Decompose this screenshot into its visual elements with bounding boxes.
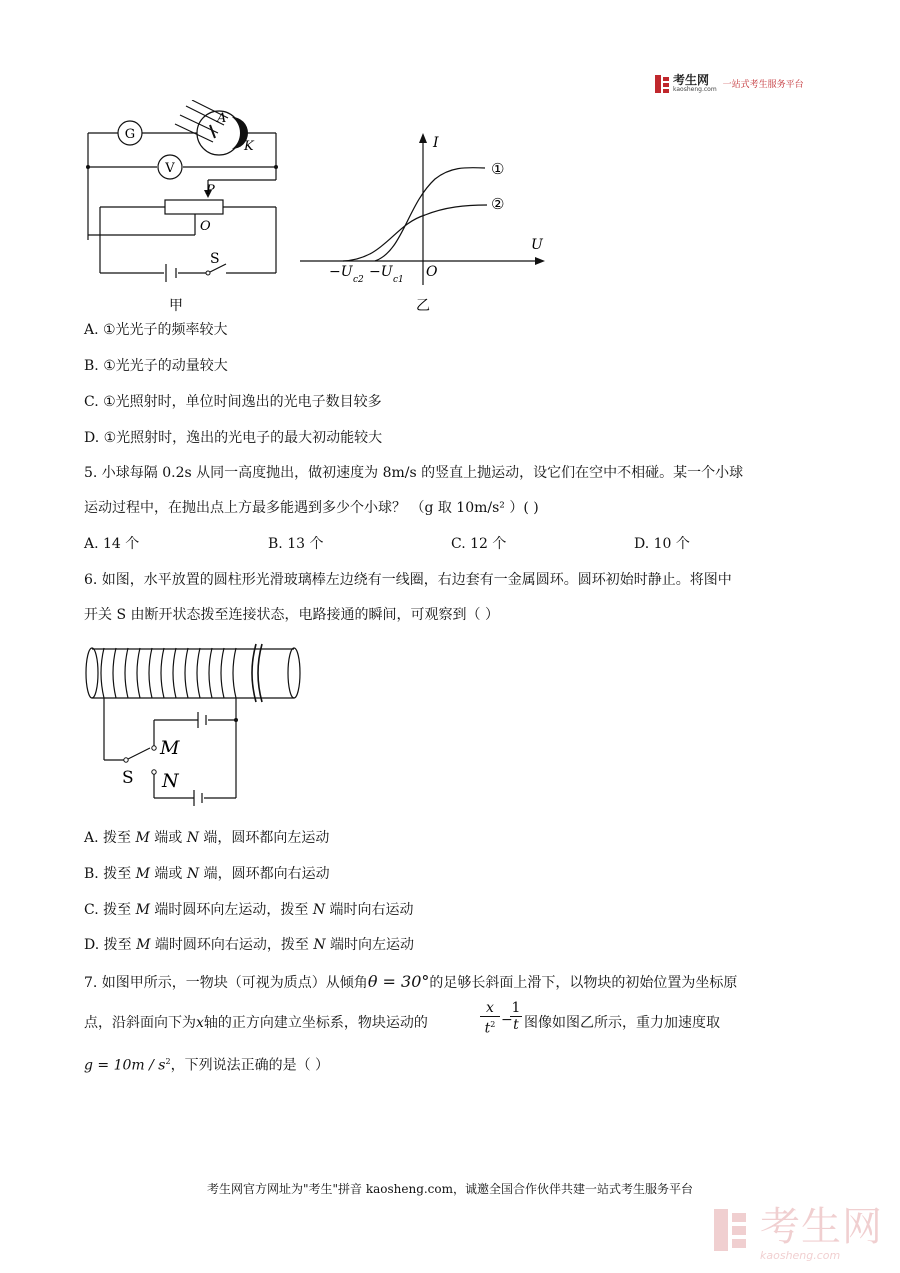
label-k: K <box>244 139 254 154</box>
q7-theta-expression: θ = 30° <box>367 972 430 991</box>
header-slogan: 一站式考生服务平台 <box>722 80 804 90</box>
q4-option-b: B. ①光光子的动量较大 <box>84 358 228 374</box>
header-logo <box>655 74 804 93</box>
label-o: O <box>200 219 211 234</box>
logo-text-block <box>673 74 717 93</box>
label-s: S <box>210 251 220 267</box>
figure-jia-circuit <box>80 100 290 315</box>
q6-option-c: C. 拨至 M 端时圆环向左运动，拨至 N 端时向右运动 <box>84 902 414 918</box>
watermark <box>718 1205 883 1262</box>
q5-option-b: B. 13 个 <box>268 536 324 552</box>
uc2-label: −U <box>329 264 353 280</box>
q7-fraction-x-over-t2: x $t^2$ <box>480 1000 500 1037</box>
figure-q6-coil-circuit <box>82 640 314 810</box>
footer-text: 考生网官方网址为"考生"拼音 kaosheng.com，诚邀全国合作伙伴共建一站式考生服务平台 <box>206 1182 694 1196</box>
q7-stem-line2: 点，沿斜面向下为x轴的正方向建立坐标系，物块运动的 <box>84 1015 428 1031</box>
uc2-subscript: c2 <box>353 275 364 285</box>
label-g: G <box>124 127 136 142</box>
q7-stem-line1: 7. 如图甲所示，一物块（可视为质点）从倾角θ = 30°的足够长斜面上滑下，以物块的初始位置为坐标原 <box>84 972 738 991</box>
axis-i-label: I <box>433 135 439 151</box>
logo-name: 考生网 <box>673 73 710 87</box>
q7-fraction-1-over-t: 1 t <box>511 1000 521 1033</box>
q5-stem-line1: 5. 小球每隔 0.2s 从同一高度抛出，做初速度为 8m/s 的竖直上抛运动，设它们在空中不相碰。某一个小球 <box>84 465 744 481</box>
watermark-domain: kaosheng.com <box>760 1249 841 1262</box>
q6-fig-label-s: S <box>122 768 134 788</box>
label-p: P <box>206 183 215 198</box>
curve-2-label: ② <box>491 195 505 213</box>
logo-mark-icon <box>655 75 669 93</box>
origin-label: O <box>426 264 438 280</box>
q6-fig-label-m: M <box>160 737 180 759</box>
curve-1-label: ① <box>491 160 505 178</box>
figure-jia-caption: 甲 <box>169 298 183 314</box>
label-a: A <box>217 111 227 126</box>
q6-fig-label-n: N <box>162 770 179 792</box>
figure-yi-caption: 乙 <box>416 298 430 314</box>
curve-2 <box>343 205 487 261</box>
q5-option-d: D. 10 个 <box>634 536 690 552</box>
q7-stem-line3: $g = 10m / s^2$，下列说法正确的是（ ） <box>84 1057 330 1074</box>
q4-option-a: A. ①光光子的频率较大 <box>84 322 228 338</box>
q4-option-c: C. ①光照射时，单位时间逸出的光电子数目较多 <box>84 394 382 410</box>
q6-stem-line1: 6. 如图，水平放置的圆柱形光滑玻璃棒左边绕有一线圈，右边套有一金属圆环。圆环初始时静止。将图中 <box>84 572 732 588</box>
watermark-text: 考生网 <box>760 1204 883 1250</box>
figure-yi-iu-graph <box>295 125 555 315</box>
q7-stem-line2-cont: 图像如图乙所示，重力加速度取 <box>524 1015 720 1031</box>
label-v: V <box>165 161 175 176</box>
q7-g-expression: g = 10m / s <box>84 1057 166 1074</box>
q6-option-a: A. 拨至 M 端或 N 端，圆环都向左运动 <box>84 830 330 846</box>
uc1-label: −U <box>369 264 393 280</box>
curve-1 <box>375 168 485 261</box>
uc1-subscript: c1 <box>393 275 404 285</box>
logo-domain: kaosheng.com <box>673 86 717 93</box>
q6-option-d: D. 拨至 M 端时圆环向右运动，拨至 N 端时向左运动 <box>84 937 415 953</box>
q5-stem-line2: 运动过程中，在抛出点上方最多能遇到多少个小球？ （g 取 10m/s² ）( ) <box>84 500 539 516</box>
q6-option-b: B. 拨至 M 端或 N 端，圆环都向右运动 <box>84 866 330 882</box>
axis-u-label: U <box>531 237 543 253</box>
q4-option-d: D. ①光照射时，逸出的光电子的最大初动能较大 <box>84 430 383 446</box>
q6-stem-line2: 开关 S 由断开状态拨至连接状态，电路接通的瞬间，可观察到（ ） <box>84 607 499 623</box>
q7-minus-sign: − <box>501 1012 513 1028</box>
q5-option-c: C. 12 个 <box>451 536 507 552</box>
q5-option-a: A. 14 个 <box>84 536 140 552</box>
